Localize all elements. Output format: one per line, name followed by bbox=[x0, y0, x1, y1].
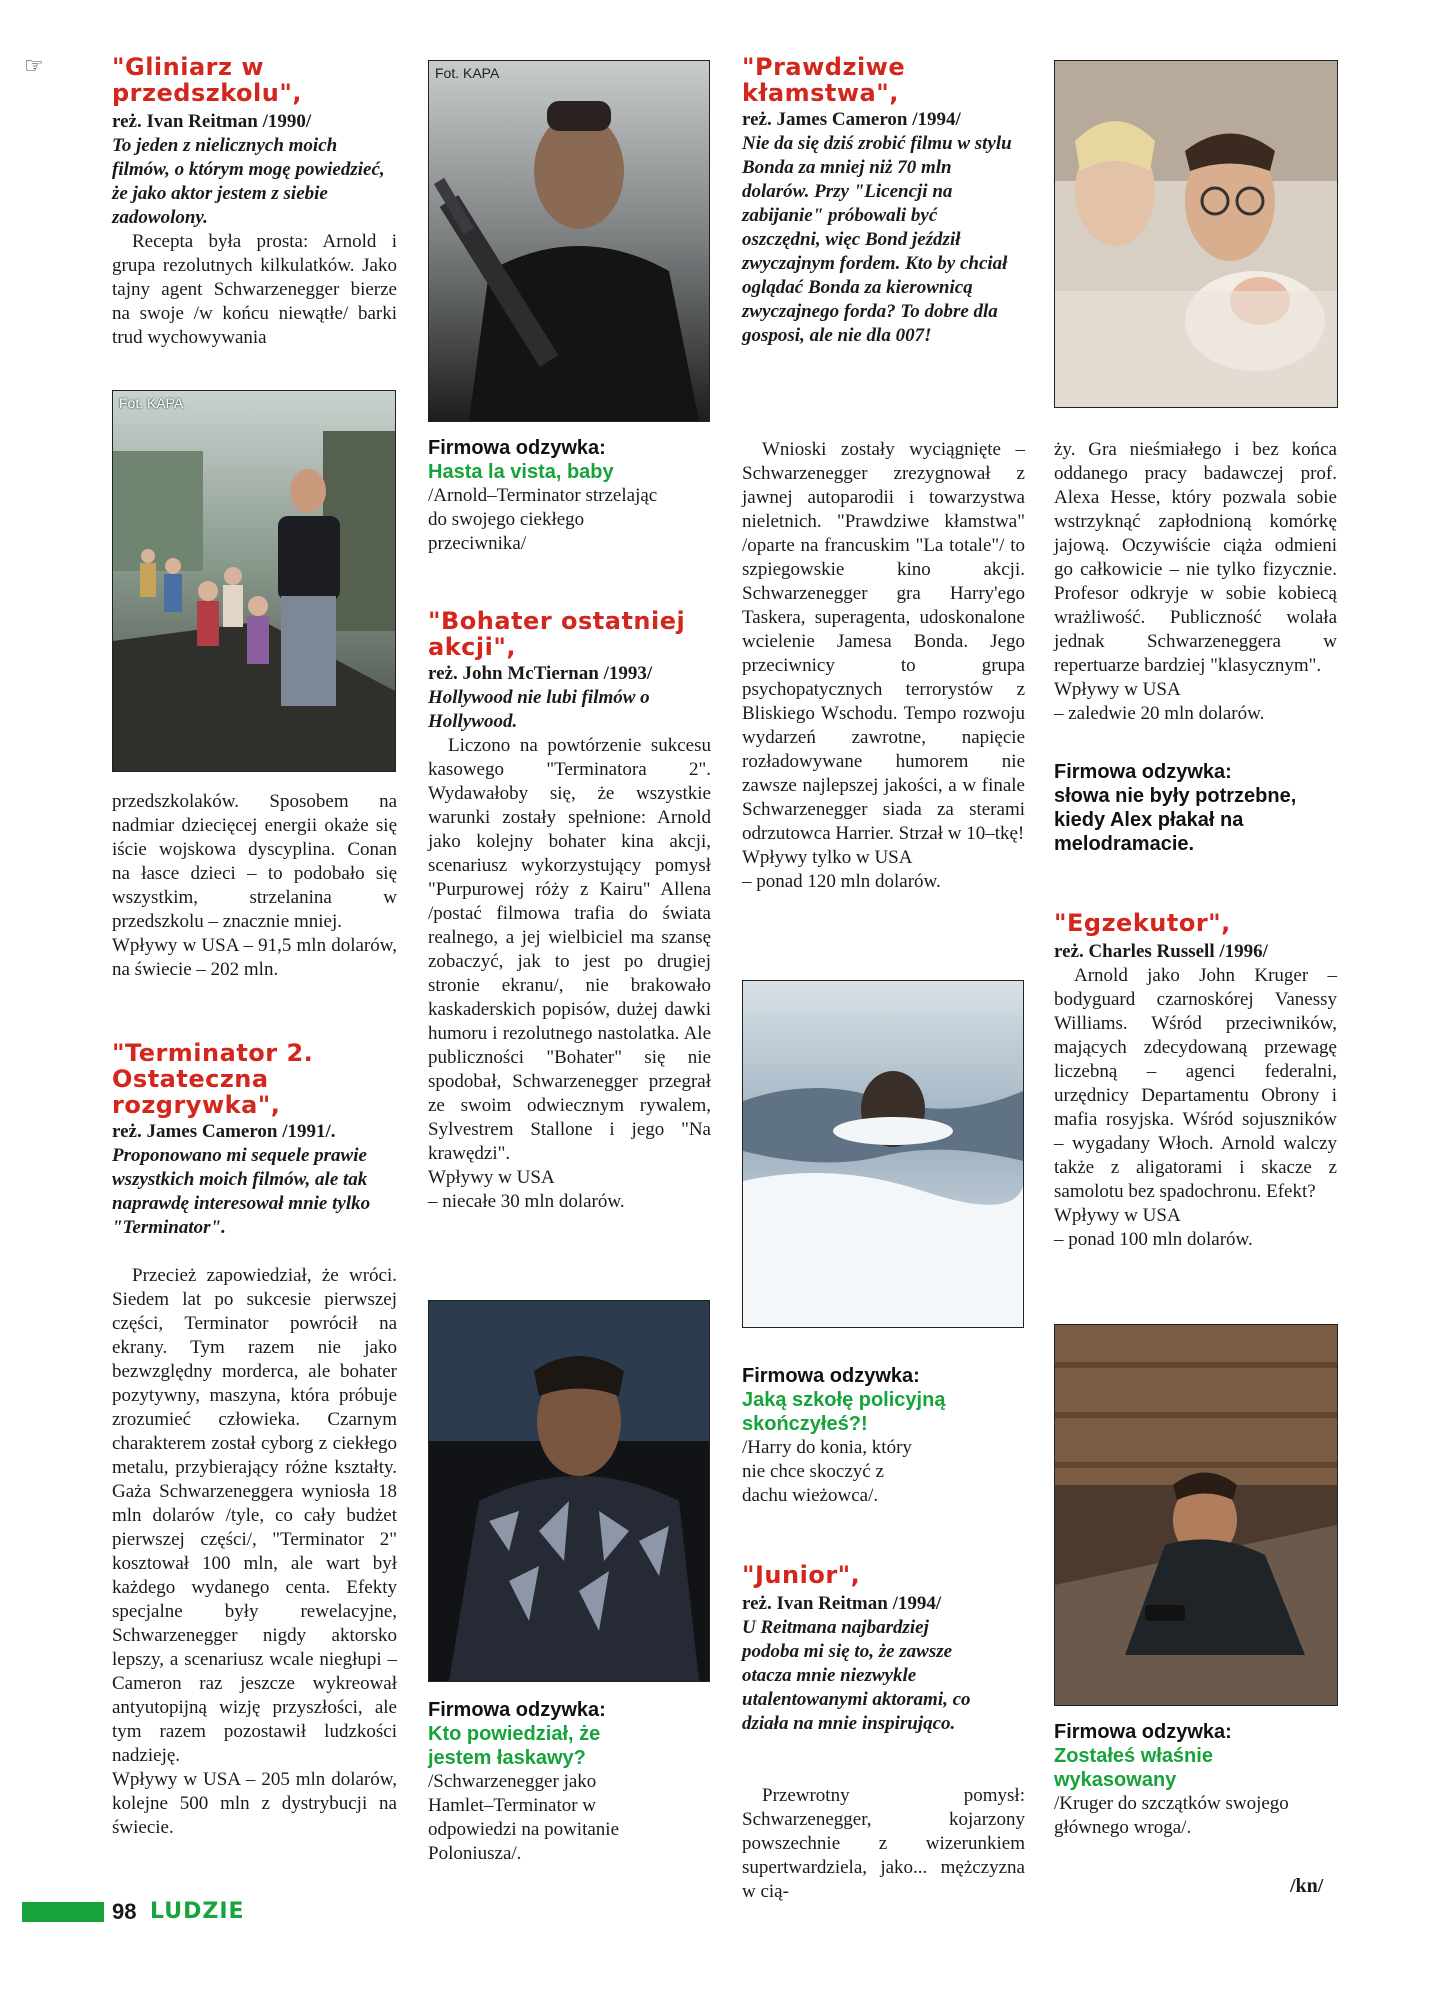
article-quote: U Reitmana najbardziej podoba mi się to, że zawsze otacza mnie niezwykle utalentowanymi aktorami, co działa na mnie inspirująco. bbox=[742, 1617, 971, 1734]
photo-terminator2 bbox=[428, 60, 710, 422]
article-title-terminator2: "Terminator 2. Ostateczna rozgrywka", bbox=[112, 1039, 314, 1119]
article-quote: Nie da się dziś zrobić filmu w stylu Bonda za mniej niż 70 mln dolarów. Przy "Licencji na zabijanie" próbowali być oszczędni, więc Bond jeździł zwyczajnym fordem. Kto by chciał oglądać Bonda za kierownicą zwyczajnego forda? To dobre dla gosposi, ale nie dla 007! bbox=[742, 133, 1012, 346]
motto-line: Jaką szkołę policyjną skończyłeś?! bbox=[742, 1389, 946, 1435]
article-box-office: Wpływy w USA – 91,5 mln dolarów, na świecie – 202 mln. bbox=[112, 935, 397, 980]
page-number: 98 bbox=[112, 1899, 137, 1924]
article-box-office: Wpływy w USA bbox=[1054, 679, 1181, 700]
article-quote: Proponowano mi sequele prawie wszystkich moich filmów, ale tak naprawdę interesował mnie tylko "Terminator". bbox=[112, 1145, 371, 1238]
article-director: reż. James Cameron /1991/. bbox=[112, 1121, 336, 1142]
article-title-prawdziwe-klamstwa: "Prawdziwe kłamstwa", bbox=[742, 53, 906, 107]
article-director: reż. Ivan Reitman /1990/ bbox=[112, 111, 312, 132]
motto-line: Zostałeś właśnie wykasowany bbox=[1054, 1745, 1213, 1791]
motto-line: słowa nie były potrzebne, kiedy Alex płakał na melodramacie. bbox=[1054, 785, 1297, 855]
article-body bbox=[742, 1784, 1025, 1904]
article-box-office: Wpływy w USA – 205 mln dolarów, kolejne 500 mln z dystrybucji na świecie. bbox=[112, 1769, 397, 1838]
motto-line: Hasta la vista, baby bbox=[428, 461, 614, 483]
photo-eraser bbox=[1054, 1324, 1338, 1706]
article-title-gliniarz: "Gliniarz w przedszkolu", bbox=[112, 53, 302, 107]
article-box-office: – zaledwie 20 mln dolarów. bbox=[1054, 703, 1265, 724]
motto-note: /Schwarzenegger jako Hamlet–Terminator w odpowiedzi na powitanie Poloniusza/. bbox=[428, 1771, 620, 1864]
photo-credit: Fot. KAPA bbox=[435, 65, 500, 81]
article-quote: To jeden z nielicznych moich filmów, o którym mogę powiedzieć, że jako aktor jestem z siebie zadowolony. bbox=[112, 135, 385, 228]
photo-last-action-hero bbox=[428, 1300, 710, 1682]
photo-junior-image bbox=[1055, 61, 1337, 407]
article-director: reż. Ivan Reitman /1994/ bbox=[742, 1593, 942, 1614]
motto-heading: Firmowa odzywka: bbox=[742, 1365, 920, 1387]
photo-last-action-hero-image bbox=[429, 1301, 709, 1681]
article-title-bohater: "Bohater ostatniej akcji", bbox=[428, 607, 686, 661]
article-box-office: Wpływy w USA bbox=[1054, 1205, 1181, 1226]
article-body-text: Przewrotny pomysł: Schwarzenegger, kojarzony powszechnie z wizerunkiem supertwardziela, jako... mężczyzna w cią- bbox=[742, 1785, 1025, 1902]
article-body-text: przedszkolaków. Sposobem na nadmiar dziecięcej energii okaże się iście wojskowa dyscyplina. Conan na łasce dzieci – to podobało się wszystkim, strzelanina w przedszkolu – znacznie mniej. bbox=[112, 791, 397, 932]
article-body-continued bbox=[112, 790, 397, 982]
article-director: reż. James Cameron /1994/ bbox=[742, 109, 961, 130]
motto-heading: Firmowa odzywka: bbox=[1054, 1721, 1232, 1743]
article-body bbox=[112, 230, 397, 350]
photo-true-lies bbox=[742, 980, 1024, 1328]
photo-true-lies-image bbox=[743, 981, 1023, 1327]
article-box-office: – ponad 120 mln dolarów. bbox=[742, 871, 941, 892]
article-title-egzekutor: "Egzekutor", bbox=[1054, 909, 1231, 937]
photo-credit: Fot. KAPA bbox=[119, 395, 184, 411]
photo-junior bbox=[1054, 60, 1338, 408]
article-body-text: Recepta była prosta: Arnold i grupa rezolutnych kilkulatków. Jako tajny agent Schwarzenegger bierze na swoje /w końcu niewątłe/ barki trud wychowywania bbox=[112, 231, 397, 348]
author-signature: /kn/ bbox=[1290, 1875, 1324, 1897]
motto-heading: Firmowa odzywka: bbox=[428, 1699, 606, 1721]
photo-terminator2-image bbox=[429, 61, 709, 421]
magazine-name: LUDZIE bbox=[150, 1899, 245, 1924]
article-body bbox=[112, 1264, 397, 1840]
article-body-text: Przecież zapowiedział, że wróci. Siedem lat po sukcesie pierwszej części, Terminator powrócił na ekrany. Tym razem nie jako bezwzględny morderca, ale bohater pozytywny, maszyna, która próbuje zrozumieć człowieka. Czarnym charakterem został cyborg z ciekłego metalu, przybierający różne kształty. Gaża Schwarzeneggera wyniosła 18 mln dolarów /tyle, co cały budżet pierwszej części/, "Terminator 2" kosztował 100 mln, ale wart był każdego wydanego centa. Efekty specjalne były rewelacyjne, Schwarzenegger nigdy aktorsko lepszy, a scenariusz wcale niegłupi – Cameron raz jeszcze wykreował antyutopijną wizję przyszłości, ale tym razem pozostawił ludzkości nadzieję. bbox=[112, 1265, 397, 1766]
article-body-text: Wnioski zostały wyciągnięte – Schwarzenegger zrezygnował z jawnej autoparodii i towarzystwa nieletnich. "Prawdziwe kłamstwa" /oparte na francuskim "La totale"/ to szpiegowskie kino akcji. Schwarzenegger gra Harry'ego Taskera, superagenta, udoskonalone wcielenie Jamesa Bonda. Jego przeciwnicy to grupa psychopatycznych terrorystów z Bliskiego Wschodu. Tempo rozwoju wydarzeń zawrotne, napięcie rozładowywane humorem nie zawsze najlepszej jakości, a w finale Schwarzenegger siada za sterami odrzutowca Harrier. Strzał w 10–tkę! bbox=[742, 439, 1025, 844]
article-body-text: ży. Gra nieśmiałego i bez końca oddanego pracy badawczej prof. Alexa Hesse, który pozwala sobie wstrzyknąć zapłodnioną komórkę jajową. Oczywiście ciąża odmieni go całkowicie – nie tylko fizycznie. Profesor odkryje w sobie kobiecą wrażliwość. Publiczność wolała jednak Schwarzeneggera w repertuarze bardziej "klasycznym". bbox=[1054, 439, 1337, 676]
article-body-text: Liczono na powtórzenie sukcesu kasowego "Terminatora 2". Wydawałoby się, że wszystkie warunki zostały spełnione: Arnold jako kolejny bohater kina akcji, scenariusz wykorzystujący pomysł "Purpurowej róży z Kairu" Allena /postać filmowa trafia do świata realnego, a jej wielbiciel ma szansę zobaczyć, jak to jest po drugiej stronie ekranu/, nie brakowało kaskaderskich popisów, dużej dawki humoru i rezolutnego nastolatka. Ale publiczności "Bohater" się nie spodobał, Schwarzenegger przegrał ze swoim odwiecznym rywalem, Sylvestrem Stallone i jego "Na krawędzi". bbox=[428, 735, 711, 1164]
motto-note: /Arnold–Terminator strzelając do swojego ciekłego przeciwnika/ bbox=[428, 485, 658, 554]
motto-line: Kto powiedział, że jestem łaskawy? bbox=[428, 1723, 601, 1769]
motto-heading: Firmowa odzywka: bbox=[428, 437, 606, 459]
article-director: reż. John McTiernan /1993/ bbox=[428, 663, 653, 684]
article-title-junior: "Junior", bbox=[742, 1561, 861, 1589]
article-quote: Hollywood nie lubi filmów o Hollywood. bbox=[428, 687, 650, 732]
article-body-text: Arnold jako John Kruger – bodyguard czarnoskórej Vanessy Williams. Wśród przeciwników, mających zdecydowaną przewagę liczebną – agenci federalni, urzędnicy Departamentu Obrony i mafia rosyjska. Wśród sojuszników – wygadany Włoch. Arnold walczy także z aligatorami i skacze z samolotu bez spadochronu. Efekt? bbox=[1054, 965, 1337, 1202]
article-body bbox=[1054, 964, 1337, 1252]
article-box-office: – ponad 100 mln dolarów. bbox=[1054, 1229, 1253, 1250]
article-body-continued bbox=[1054, 438, 1337, 726]
article-box-office: Wpływy w USA bbox=[428, 1167, 555, 1188]
photo-eraser-image bbox=[1055, 1325, 1337, 1705]
article-body bbox=[742, 438, 1025, 894]
motto-note: /Harry do konia, który nie chce skoczyć z dachu wieżowca/. bbox=[742, 1437, 912, 1506]
hand-pointing-icon: ☞ bbox=[24, 54, 44, 79]
motto-note: /Kruger do szczątków swojego głównego wroga/. bbox=[1054, 1793, 1289, 1838]
footer-color-bar bbox=[22, 1902, 104, 1922]
article-body bbox=[428, 734, 711, 1214]
motto-heading: Firmowa odzywka: bbox=[1054, 761, 1232, 783]
photo-kindergarten-cop-image bbox=[113, 391, 395, 771]
article-box-office: Wpływy tylko w USA bbox=[742, 847, 913, 868]
photo-kindergarten-cop bbox=[112, 390, 396, 772]
article-box-office: – niecałe 30 mln dolarów. bbox=[428, 1191, 625, 1212]
article-director: reż. Charles Russell /1996/ bbox=[1054, 941, 1268, 962]
